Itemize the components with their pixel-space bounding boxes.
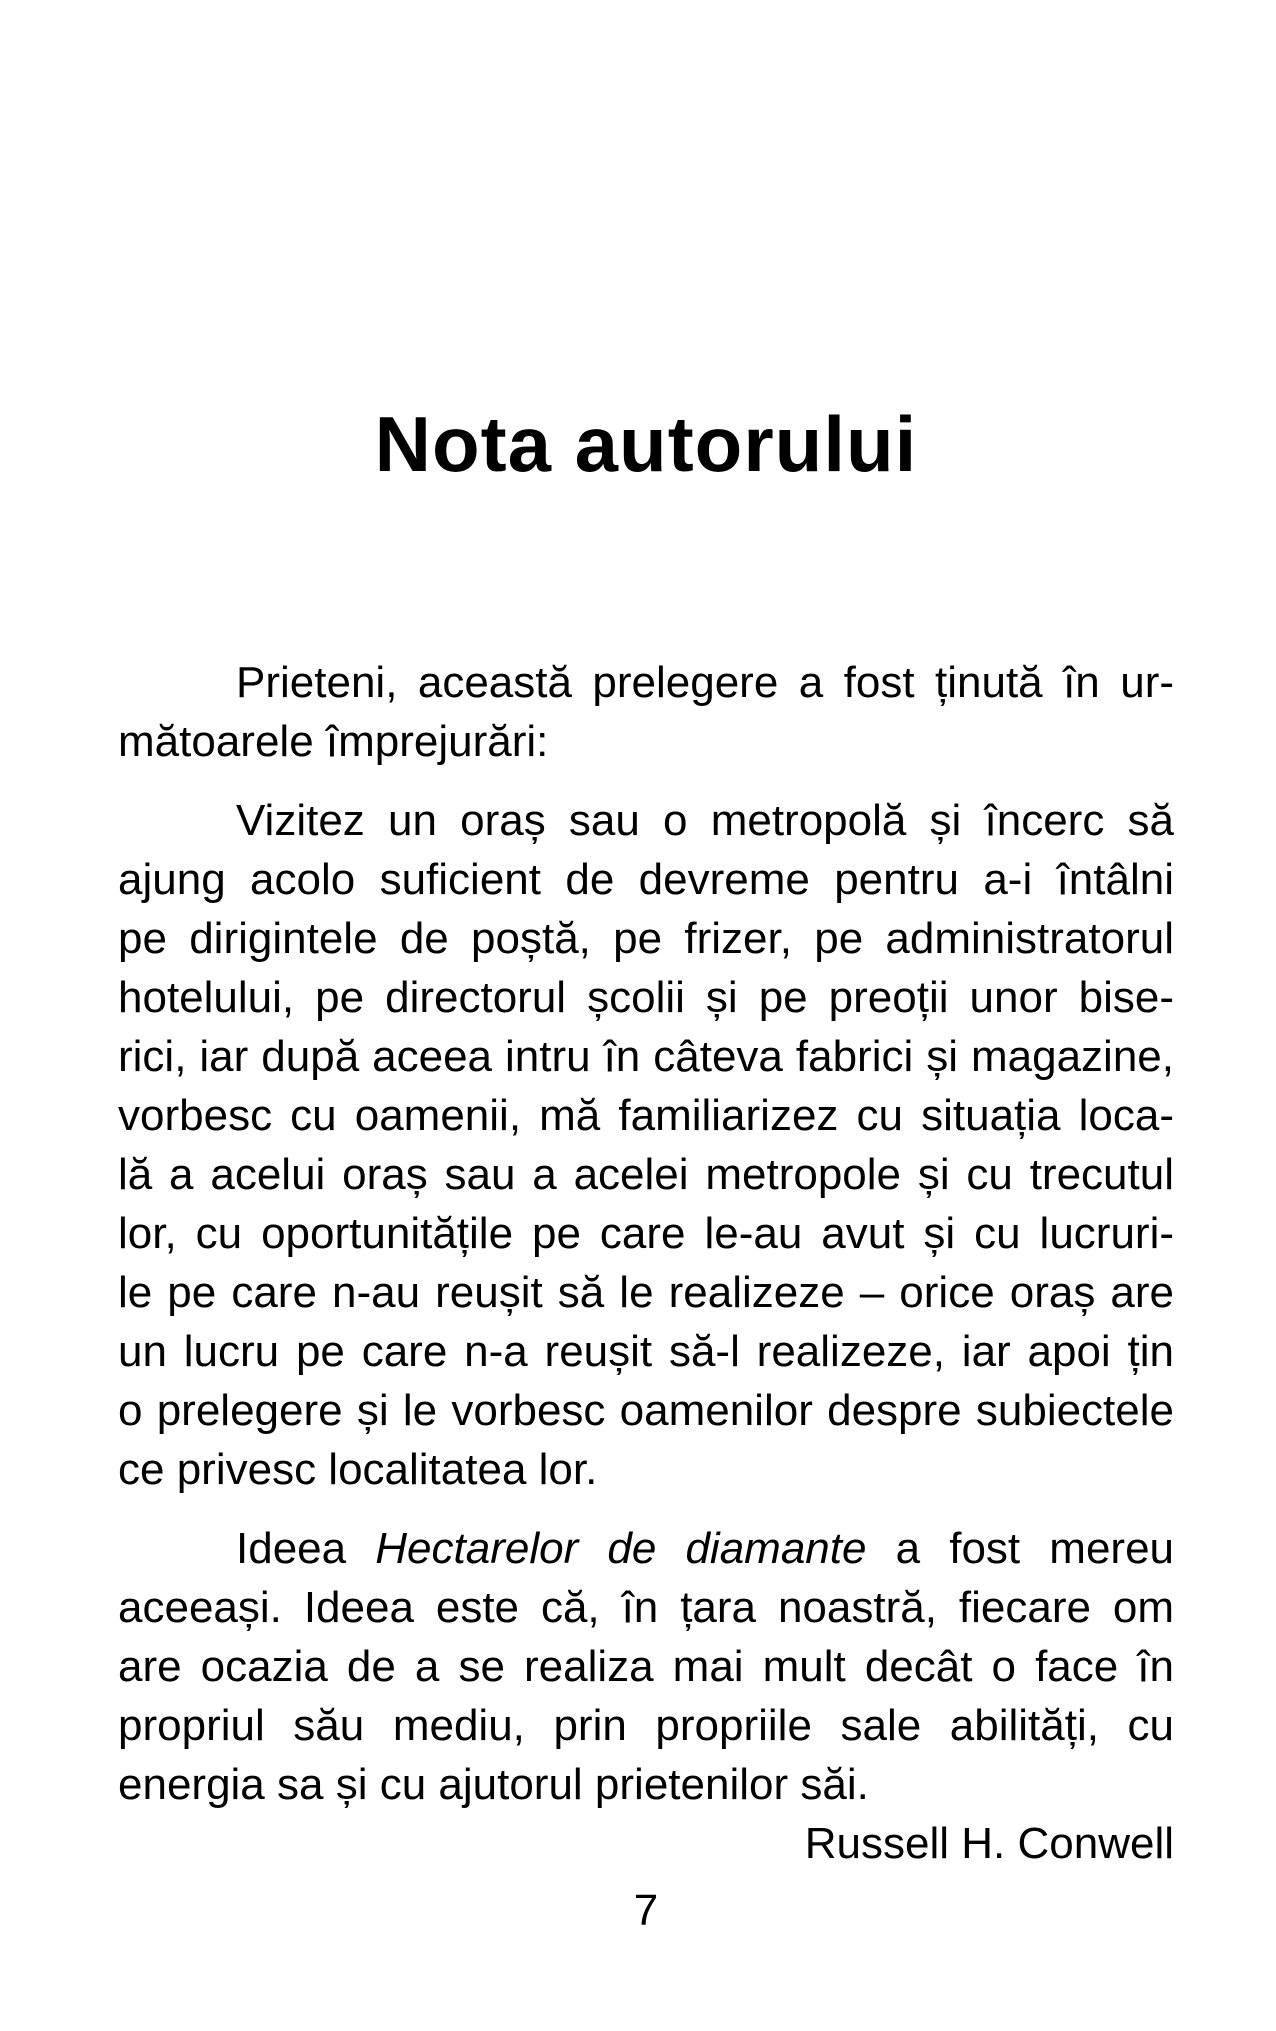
- text-segment: Ideea: [236, 1524, 376, 1573]
- text-segment: o prelegere și le vorbesc oamenilor despre subiectele: [118, 1386, 1174, 1435]
- text-segment: un lucru pe care n-a reușit să-l realizeze, iar apoi țin: [118, 1327, 1174, 1376]
- text-line: [118, 1440, 1174, 1499]
- text-line: [118, 791, 1174, 850]
- text-line: [118, 653, 1174, 712]
- text-segment: a fost mereu: [866, 1524, 1174, 1573]
- text-segment: pe dirigintele de poștă, pe frizer, pe administratorul: [118, 914, 1174, 963]
- text-line: [118, 1204, 1174, 1263]
- text-line: [118, 1755, 1174, 1814]
- text-segment: aceeași. Ideea este că, în țara noastră, fiecare om: [118, 1583, 1174, 1632]
- text-segment: are ocazia de a se realiza mai mult decât o face în: [118, 1642, 1174, 1691]
- page-title: Nota autorului: [374, 400, 918, 488]
- author-signature: Russell H. Conwell: [804, 1819, 1174, 1868]
- text-segment: lor, cu oportunitățile pe care le-au avut și cu lucruri-: [118, 1209, 1174, 1258]
- paragraph: [118, 1519, 1174, 1814]
- text-segment: mătoarele împrejurări:: [118, 717, 549, 766]
- text-segment: Prieteni, această prelegere a fost ținută în ur-: [236, 658, 1174, 707]
- paragraph: [118, 791, 1174, 1499]
- text-line: [118, 1578, 1174, 1637]
- text-line: [118, 1381, 1174, 1440]
- text-line: [118, 909, 1174, 968]
- italic-segment: Hectarelor de diamante: [375, 1524, 867, 1573]
- text-segment: propriul său mediu, prin propriile sale abilități, cu: [118, 1701, 1174, 1750]
- text-segment: rici, iar după aceea intru în câteva fabrici și magazine,: [118, 1032, 1174, 1081]
- text-line: [118, 1086, 1174, 1145]
- text-segment: Vizitez un oraș sau o metropolă și încerc să: [236, 796, 1174, 845]
- text-segment: hotelului, pe directorul școlii și pe preoții unor bise-: [118, 973, 1174, 1022]
- text-segment: le pe care n-au reușit să le realizeze – orice oraș are: [118, 1268, 1174, 1317]
- text-line: [118, 1696, 1174, 1755]
- text-line: [118, 968, 1174, 1027]
- text-line: [118, 850, 1174, 909]
- text-segment: energia sa și cu ajutorul prietenilor săi.: [118, 1760, 869, 1809]
- text-segment: lă a acelui oraș sau a acelei metropole și cu trecutul: [118, 1150, 1174, 1199]
- text-line: [118, 1263, 1174, 1322]
- text-line: [118, 1027, 1174, 1086]
- text-line: [118, 1637, 1174, 1696]
- paragraphs: [118, 653, 1174, 1814]
- text-segment: vorbesc cu oamenii, mă familiarizez cu situația loca-: [118, 1091, 1174, 1140]
- paragraph: [118, 653, 1174, 771]
- text-segment: ajung acolo suficient de devreme pentru a-i întâlni: [118, 855, 1174, 904]
- page-number: 7: [633, 1886, 659, 1935]
- text-line: [118, 712, 1174, 771]
- text-line: [118, 1145, 1174, 1204]
- text-line: [118, 1519, 1174, 1578]
- text-segment: ce privesc localitatea lor.: [118, 1445, 598, 1494]
- text-line: [118, 1322, 1174, 1381]
